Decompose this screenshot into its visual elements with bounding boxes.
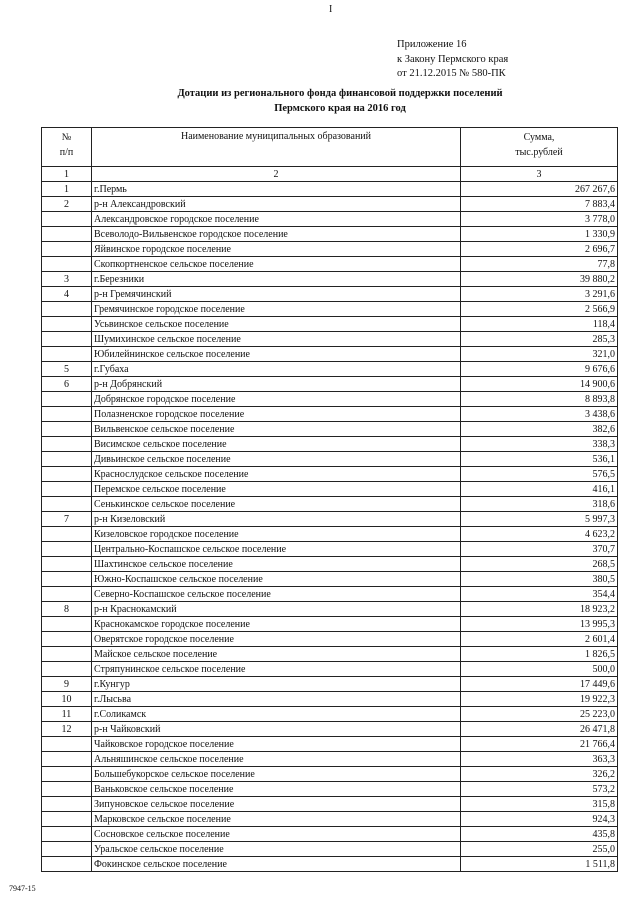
subsidy-amount: 573,2: [461, 782, 618, 797]
municipality-name: Уральское сельское поселение: [92, 842, 461, 857]
subsidy-amount: 1 330,9: [461, 227, 618, 242]
municipality-name: Краснослудское сельское поселение: [92, 467, 461, 482]
municipality-name: Скопкортненское сельское поселение: [92, 257, 461, 272]
municipality-name: г.Губаха: [92, 362, 461, 377]
row-number: 3: [42, 272, 92, 287]
table-row: [42, 227, 618, 242]
table-row: [42, 437, 618, 452]
municipality-name: р-н Александровский: [92, 197, 461, 212]
row-number: [42, 542, 92, 557]
table-row: [42, 617, 618, 632]
row-number: [42, 557, 92, 572]
header-number-line: №: [61, 132, 72, 143]
subsidy-amount: 416,1: [461, 482, 618, 497]
row-number: [42, 767, 92, 782]
row-number: 4: [42, 287, 92, 302]
table-row: [42, 557, 618, 572]
row-number: [42, 422, 92, 437]
row-number: 9: [42, 677, 92, 692]
municipality-name: г.Лысьва: [92, 692, 461, 707]
header-number-line: п/п: [59, 147, 74, 158]
municipality-name: Юбилейнинское сельское поселение: [92, 347, 461, 362]
subsidy-amount: 370,7: [461, 542, 618, 557]
row-number: [42, 482, 92, 497]
subsidy-amount: 118,4: [461, 317, 618, 332]
municipality-name: Висимское сельское поселение: [92, 437, 461, 452]
table-row: [42, 587, 618, 602]
row-number: [42, 782, 92, 797]
row-number: [42, 572, 92, 587]
row-number: [42, 242, 92, 257]
row-number: 2: [42, 197, 92, 212]
row-number: [42, 467, 92, 482]
subsidy-amount: 326,2: [461, 767, 618, 782]
row-number: 6: [42, 377, 92, 392]
row-number: [42, 332, 92, 347]
subsidy-amount: 7 883,4: [461, 197, 618, 212]
column-index: 2: [92, 167, 461, 182]
appendix-line: Приложение 16: [397, 39, 467, 50]
municipality-name: Шумихинское сельское поселение: [92, 332, 461, 347]
subsidy-amount: 8 893,8: [461, 392, 618, 407]
municipality-name: р-н Гремячинский: [92, 287, 461, 302]
row-number: [42, 437, 92, 452]
row-number: [42, 227, 92, 242]
subsidy-amount: 1 511,8: [461, 857, 618, 872]
table-row: [42, 362, 618, 377]
row-number: [42, 317, 92, 332]
subsidy-amount: 4 623,2: [461, 527, 618, 542]
table-row: [42, 332, 618, 347]
table-row: [42, 782, 618, 797]
row-number: [42, 842, 92, 857]
row-number: 5: [42, 362, 92, 377]
table-header-row: [42, 128, 618, 167]
subsidy-amount: 3 291,6: [461, 287, 618, 302]
row-number: [42, 632, 92, 647]
table-row: [42, 722, 618, 737]
municipality-name: р-н Чайковский: [92, 722, 461, 737]
municipality-name: Зипуновское сельское поселение: [92, 797, 461, 812]
table-row: [42, 182, 618, 197]
subsidy-amount: 14 900,6: [461, 377, 618, 392]
table-row: [42, 287, 618, 302]
table-row: [42, 392, 618, 407]
appendix-line: от 21.12.2015 № 580-ПК: [397, 68, 506, 79]
municipality-name: Добрянское городское поселение: [92, 392, 461, 407]
municipality-name: Александровское городское поселение: [92, 212, 461, 227]
table-row: [42, 422, 618, 437]
subsidy-amount: 2 601,4: [461, 632, 618, 647]
subsidy-amount: 338,3: [461, 437, 618, 452]
subsidy-amount: 18 923,2: [461, 602, 618, 617]
table-row: [42, 197, 618, 212]
title-line: Дотации из регионального фонда финансовой поддержки поселений: [177, 88, 503, 99]
municipality-name: Краснокамское городское поселение: [92, 617, 461, 632]
row-number: [42, 257, 92, 272]
subsidy-amount: 354,4: [461, 587, 618, 602]
subsidy-amount: 2 566,9: [461, 302, 618, 317]
municipality-name: Северно-Коспашское сельское поселение: [92, 587, 461, 602]
subsidy-amount: 321,0: [461, 347, 618, 362]
table-row: [42, 347, 618, 362]
row-number: 8: [42, 602, 92, 617]
subsidy-amount: 363,3: [461, 752, 618, 767]
table-row: [42, 317, 618, 332]
municipality-name: г.Березники: [92, 272, 461, 287]
row-number: [42, 497, 92, 512]
municipality-name: Яйвинское городское поселение: [92, 242, 461, 257]
header-sum-line: тыс.рублей: [515, 147, 563, 158]
table-row: [42, 242, 618, 257]
municipality-name: г.Пермь: [92, 182, 461, 197]
municipality-name: Центрально-Коспашское сельское поселение: [92, 542, 461, 557]
table-row: [42, 527, 618, 542]
subsidies-table: [41, 127, 618, 872]
table-row: [42, 797, 618, 812]
municipality-name: Оверятское городское поселение: [92, 632, 461, 647]
row-number: [42, 647, 92, 662]
subsidy-amount: 77,8: [461, 257, 618, 272]
municipality-name: Чайковское городское поселение: [92, 737, 461, 752]
row-number: [42, 857, 92, 872]
table-row: [42, 497, 618, 512]
municipality-name: Большебукорское сельское поселение: [92, 767, 461, 782]
subsidy-amount: 2 696,7: [461, 242, 618, 257]
table-row: [42, 812, 618, 827]
table-row: [42, 767, 618, 782]
table-row: [42, 377, 618, 392]
row-number: 7: [42, 512, 92, 527]
row-number: [42, 812, 92, 827]
subsidy-amount: 255,0: [461, 842, 618, 857]
row-number: [42, 392, 92, 407]
table-row: [42, 452, 618, 467]
table-row: [42, 842, 618, 857]
row-number: [42, 302, 92, 317]
subsidy-amount: 1 826,5: [461, 647, 618, 662]
subsidy-amount: 19 922,3: [461, 692, 618, 707]
table-row: [42, 647, 618, 662]
row-number: [42, 587, 92, 602]
title-line: Пермского края на 2016 год: [274, 103, 406, 114]
subsidy-amount: 285,3: [461, 332, 618, 347]
municipality-name: Сосновское сельское поселение: [92, 827, 461, 842]
municipality-name: Ваньковское сельское поселение: [92, 782, 461, 797]
subsidy-amount: 17 449,6: [461, 677, 618, 692]
subsidy-amount: 500,0: [461, 662, 618, 677]
table-row: [42, 662, 618, 677]
municipality-name: р-н Добрянский: [92, 377, 461, 392]
table-row: [42, 602, 618, 617]
table-row: [42, 827, 618, 842]
footer-code: 7947-15: [9, 884, 36, 893]
municipality-name: Сенькинское сельское поселение: [92, 497, 461, 512]
municipality-name: Южно-Коспашское сельское поселение: [92, 572, 461, 587]
table-row: [42, 632, 618, 647]
table-row: [42, 212, 618, 227]
row-number: [42, 662, 92, 677]
row-number: [42, 527, 92, 542]
municipality-name: Майское сельское поселение: [92, 647, 461, 662]
row-number: [42, 212, 92, 227]
municipality-name: Дивьинское сельское поселение: [92, 452, 461, 467]
table-row: [42, 707, 618, 722]
municipality-name: р-н Кизеловский: [92, 512, 461, 527]
table-row: [42, 542, 618, 557]
column-index: 3: [461, 167, 618, 182]
municipality-name: Марковское сельское поселение: [92, 812, 461, 827]
row-number: 11: [42, 707, 92, 722]
subsidy-amount: 382,6: [461, 422, 618, 437]
subsidy-amount: 26 471,8: [461, 722, 618, 737]
table-row: [42, 737, 618, 752]
municipality-name: Шахтинское сельское поселение: [92, 557, 461, 572]
municipality-name: Фокинское сельское поселение: [92, 857, 461, 872]
table-row: [42, 572, 618, 587]
subsidy-amount: 3 438,6: [461, 407, 618, 422]
municipality-name: Вильвенское сельское поселение: [92, 422, 461, 437]
appendix-line: к Закону Пермского края: [397, 53, 509, 65]
row-number: [42, 752, 92, 767]
subsidy-amount: 924,3: [461, 812, 618, 827]
municipality-name: Альняшинское сельское поселение: [92, 752, 461, 767]
subsidy-amount: 380,5: [461, 572, 618, 587]
municipality-name: Усьвинское сельское поселение: [92, 317, 461, 332]
table-row: [42, 302, 618, 317]
document-title: [60, 86, 620, 116]
subsidy-amount: 576,5: [461, 467, 618, 482]
municipality-name: Всеволодо-Вильвенское городское поселение: [92, 227, 461, 242]
subsidy-amount: 5 997,3: [461, 512, 618, 527]
row-number: [42, 617, 92, 632]
table-row: [42, 512, 618, 527]
subsidy-amount: 13 995,3: [461, 617, 618, 632]
appendix-reference: [397, 38, 508, 82]
subsidy-amount: 435,8: [461, 827, 618, 842]
subsidy-amount: 9 676,6: [461, 362, 618, 377]
municipality-name: Кизеловское городское поселение: [92, 527, 461, 542]
header-sum-line: Сумма,: [523, 132, 555, 143]
municipality-name: Полазненское городское поселение: [92, 407, 461, 422]
row-number: [42, 452, 92, 467]
header-sum: [461, 128, 618, 167]
table-row: [42, 482, 618, 497]
subsidy-amount: 25 223,0: [461, 707, 618, 722]
row-number: 1: [42, 182, 92, 197]
subsidy-amount: 21 766,4: [461, 737, 618, 752]
row-number: 10: [42, 692, 92, 707]
table-row: [42, 407, 618, 422]
header-name: Наименование муниципальных образований: [92, 128, 461, 167]
column-index: 1: [42, 167, 92, 182]
table-row: [42, 857, 618, 872]
municipality-name: Гремячинское городское поселение: [92, 302, 461, 317]
table-row: [42, 692, 618, 707]
subsidy-amount: 318,6: [461, 497, 618, 512]
table-row: [42, 257, 618, 272]
municipality-name: р-н Краснокамский: [92, 602, 461, 617]
row-number: [42, 407, 92, 422]
page-mark: I: [329, 4, 333, 15]
subsidy-amount: 536,1: [461, 452, 618, 467]
row-number: [42, 737, 92, 752]
municipality-name: Стряпунинское сельское поселение: [92, 662, 461, 677]
municipality-name: г.Кунгур: [92, 677, 461, 692]
table-row: [42, 752, 618, 767]
row-number: [42, 797, 92, 812]
subsidy-amount: 267 267,6: [461, 182, 618, 197]
row-number: 12: [42, 722, 92, 737]
row-number: [42, 347, 92, 362]
table-body: [42, 182, 618, 872]
subsidy-amount: 268,5: [461, 557, 618, 572]
header-number: [42, 128, 92, 167]
column-index-row: [42, 167, 618, 182]
subsidy-amount: 315,8: [461, 797, 618, 812]
row-number: [42, 827, 92, 842]
subsidy-amount: 3 778,0: [461, 212, 618, 227]
table-row: [42, 467, 618, 482]
subsidy-amount: 39 880,2: [461, 272, 618, 287]
municipality-name: г.Соликамск: [92, 707, 461, 722]
municipality-name: Перемское сельское поселение: [92, 482, 461, 497]
table-row: [42, 272, 618, 287]
table-row: [42, 677, 618, 692]
